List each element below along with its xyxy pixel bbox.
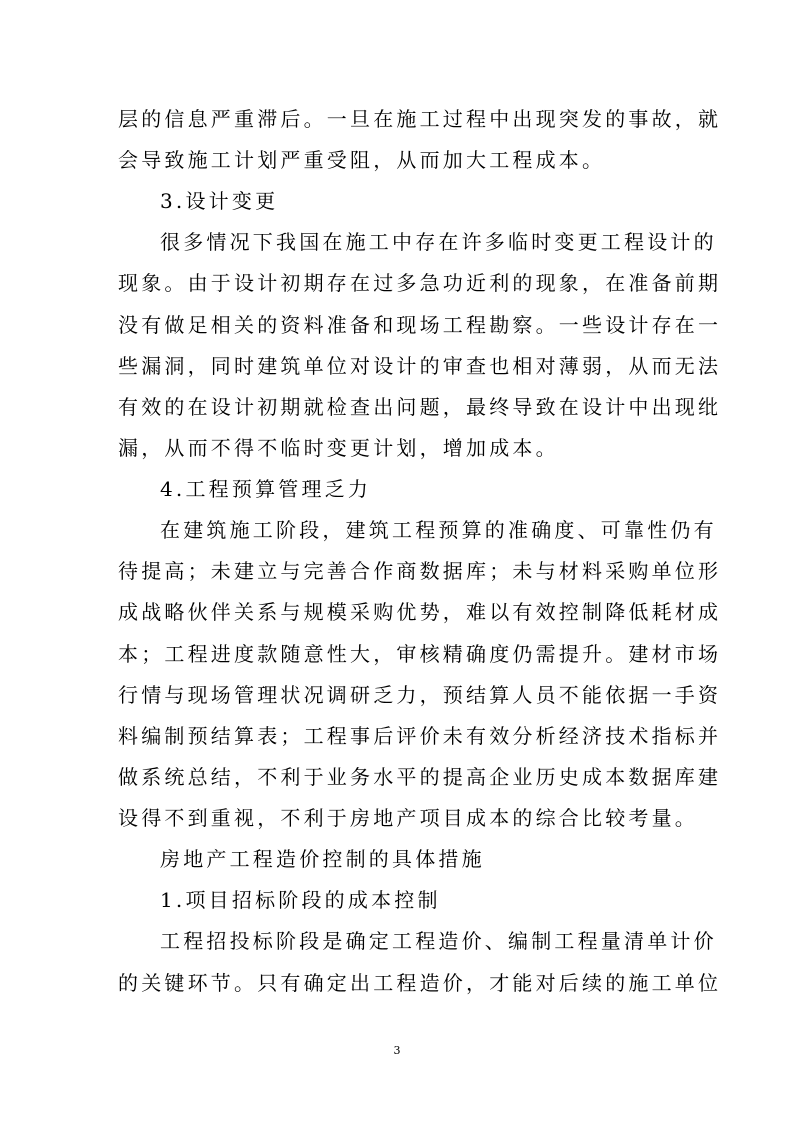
body-text-line: 料编制预结算表；工程事后评价未有效分析经济技术指标并 xyxy=(118,724,722,748)
body-text-line: 没有做足相关的资料准备和现场工程勘察。一些设计存在一 xyxy=(118,313,722,337)
page-number: 3 xyxy=(393,1044,401,1057)
body-text-line: 行情与现场管理状况调研乏力，预结算人员不能依据一手资 xyxy=(118,683,722,707)
body-text-line: 层的信息严重滞后。一旦在施工过程中出现突发的事故，就 xyxy=(118,107,722,131)
body-text-line: 会导致施工计划严重受阻，从而加大工程成本。 xyxy=(118,148,606,172)
body-text-line: 待提高；未建立与完善合作商数据库；未与材料采购单位形 xyxy=(118,559,722,583)
section-heading: 房地产工程造价控制的具体措施 xyxy=(160,847,485,871)
body-text-line: 漏，从而不得不临时变更计划，增加成本。 xyxy=(118,436,559,460)
body-text-line: 本；工程进度款随意性大，审核精确度仍需提升。建材市场 xyxy=(118,642,722,666)
body-text-line: 设得不到重视，不利于房地产项目成本的综合比较考量。 xyxy=(118,806,698,830)
body-text-line: 有效的在设计初期就检查出问题，最终导致在设计中出现纰 xyxy=(118,395,722,419)
body-text-line: 成战略伙伴关系与规模采购优势，难以有效控制降低耗材成 xyxy=(118,600,722,624)
body-text-line: 做系统总结，不利于业务水平的提高企业历史成本数据库建 xyxy=(118,765,722,789)
section-heading: 1.项目招标阶段的成本控制 xyxy=(160,888,441,912)
body-text-line: 工程招投标阶段是确定工程造价、编制工程量清单计价 xyxy=(160,929,717,953)
body-text-line: 的关键环节。只有确定出工程造价，才能对后续的施工单位 xyxy=(118,971,722,995)
body-text-line: 些漏洞，同时建筑单位对设计的审查也相对薄弱，从而无法 xyxy=(118,354,722,378)
section-heading: 3.设计变更 xyxy=(160,189,279,213)
body-text-line: 现象。由于设计初期存在过多急功近利的现象，在准备前期 xyxy=(118,271,722,295)
body-text-line: 在建筑施工阶段，建筑工程预算的准确度、可靠性仍有 xyxy=(160,518,717,542)
section-heading: 4.工程预算管理乏力 xyxy=(160,477,372,501)
body-text-line: 很多情况下我国在施工中存在许多临时变更工程设计的 xyxy=(160,230,717,254)
